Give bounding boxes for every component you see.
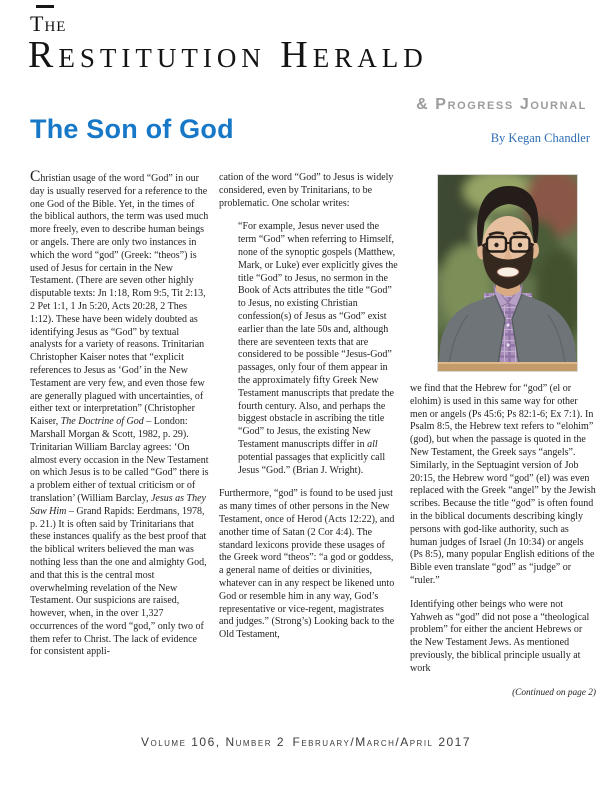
article-paragraph: Christian usage of the word “God” in our day is usually reserved for a reference to the one God of the Bible. Yet, in the times of the biblical authors, the term was used much more freely, even to describe human beings or angels. There are only two instances in which the word “god” (Greek: “theos”) is used of Jesus for certain in the New Testament. (There are seven other highly disputable texts: Jn 1:18, Rom 9:5, Tit 2:13, 2 Pet 1:1, 1 Jn 5:20, Acts 20:28, 2 Thes 1:12). These have been widely doubted as identifying Jesus as “God” by textual analysts for a variety of reasons. Trinitarian Christopher Kaiser notes that “explicit references to Jesus as ‘God’ in the New Testament are very few, and even those few are generally plagued with uncertainties, of either text or interpretation” (Christopher Kaiser, The Doctrine of God – London: Marshall Morgan & Scott, 1982, p. 29). Trinitarian William Barclay agrees: ‘On almost every occasion in the New Testament on which Jesus is to be called “God” there is a problem either of textual criticism or of translation’ (William Barclay, Jesus as They Saw Him – Grand Rapids: Eerdmans, 1978, p. 21.) It is often said by Trinitarians that these instances qualify as the best proof that the biblical writers believed the man was nothing less than the one and almighty God, and that this is the central most overwhelming revelation of the New Testament. Our suspicions are raised, however, when, in the over 1,327 occurrences of the word “god,” only two of them refer to Christ. The lack of evidence for consistent appli- xyxy=(30,168,209,658)
article-paragraph: we find that the Hebrew for “god” (el or elohim) is used in this same way for other men or angels (Ps 45:6; Ps 82:1-6; Ex 7:1). In Psalm 8:5, the Hebrew text refers to “elohim” (god), but when the passage is quoted in the New Testament, the Greek says “angels”. Similarly, in the Septuagint version of Job 20:15, the Hebrew word “god” (el) was even replaced with the Greek “angel” by the Jewish scribes. Because the title “god” is often found in the biblical documents describing kingly persons with god-like authority, such as human judges of Israel (Jn 10:34) or angels (Ps 8:5), many popular English editions of the Bible even translate “god” as “judge” or “ruler.” xyxy=(410,383,596,586)
article-paragraph: Furthermore, “god” is found to be used just as many times of other persons in the New Testament, once of Herod (Acts 12:22), and another time of Satan (2 Cor 4:4). The standard lexicons provide these usages of the Greek word “theos”: “a god or goddess, a general name of deities or divinities, whatever can in any respect be likened unto God or resemble him in any way, God’s representative or vice-regent, magistrates and judges.” (Strong’s) Looking back to the Old Testament, xyxy=(219,488,395,641)
blockquote-paragraph: “For example, Jesus never used the term “God” when referring to Himself, none of the synoptic gospels (Matthew, Mark, or Luke) ever explicitly gives the title “God” to Jesus, no sermon in the Book of Acts attributes the title “God” to Jesus, no existing Christian confession(s) of Jesus as “God” exist earlier than the late 50s and, although there are seventeen texts that are considered to be possible “Jesus-God” passages, only four of them appear in the approximately fifty Greek New Testament manuscripts that predate the fourth century. Also, and perhaps the biggest obstacle in ascribing the title “God” to Jesus, the existing New Testament manuscripts differ in all potential passages that explicitly call Jesus “God.” (Brian J. Wright). xyxy=(238,221,398,476)
article-column-3 xyxy=(410,172,596,699)
article-paragraph: Identifying other beings who were not Yahweh as “god” did not pose a “theological problem” for either the ancient Hebrews or the New Testament Jews. As mentioned previously, the biblical principle usually at work xyxy=(410,598,590,674)
article-column-1 xyxy=(30,168,209,659)
masthead-subtitle: & Progress Journal xyxy=(416,96,587,113)
masthead-title: Restitution Herald xyxy=(28,34,428,76)
author-photo xyxy=(437,174,578,372)
author-photo-illustration xyxy=(438,175,577,371)
top-dash-divider xyxy=(36,5,54,8)
article-column-2 xyxy=(219,172,398,642)
article-column-3-text xyxy=(410,383,596,699)
footer-text: Volume 106, Number 2 February/March/April 2017 xyxy=(140,735,472,749)
drop-cap: C xyxy=(30,168,41,185)
byline: By Kegan Chandler xyxy=(490,131,590,145)
article-title: The Son of God xyxy=(30,114,234,144)
masthead-the: The xyxy=(30,11,67,36)
article-paragraph: cation of the word “God” to Jesus is widely considered, even by Trinitarians, to be problematic. One scholar writes: xyxy=(219,172,394,209)
continued-note: (Continued on page 2) xyxy=(512,687,596,698)
